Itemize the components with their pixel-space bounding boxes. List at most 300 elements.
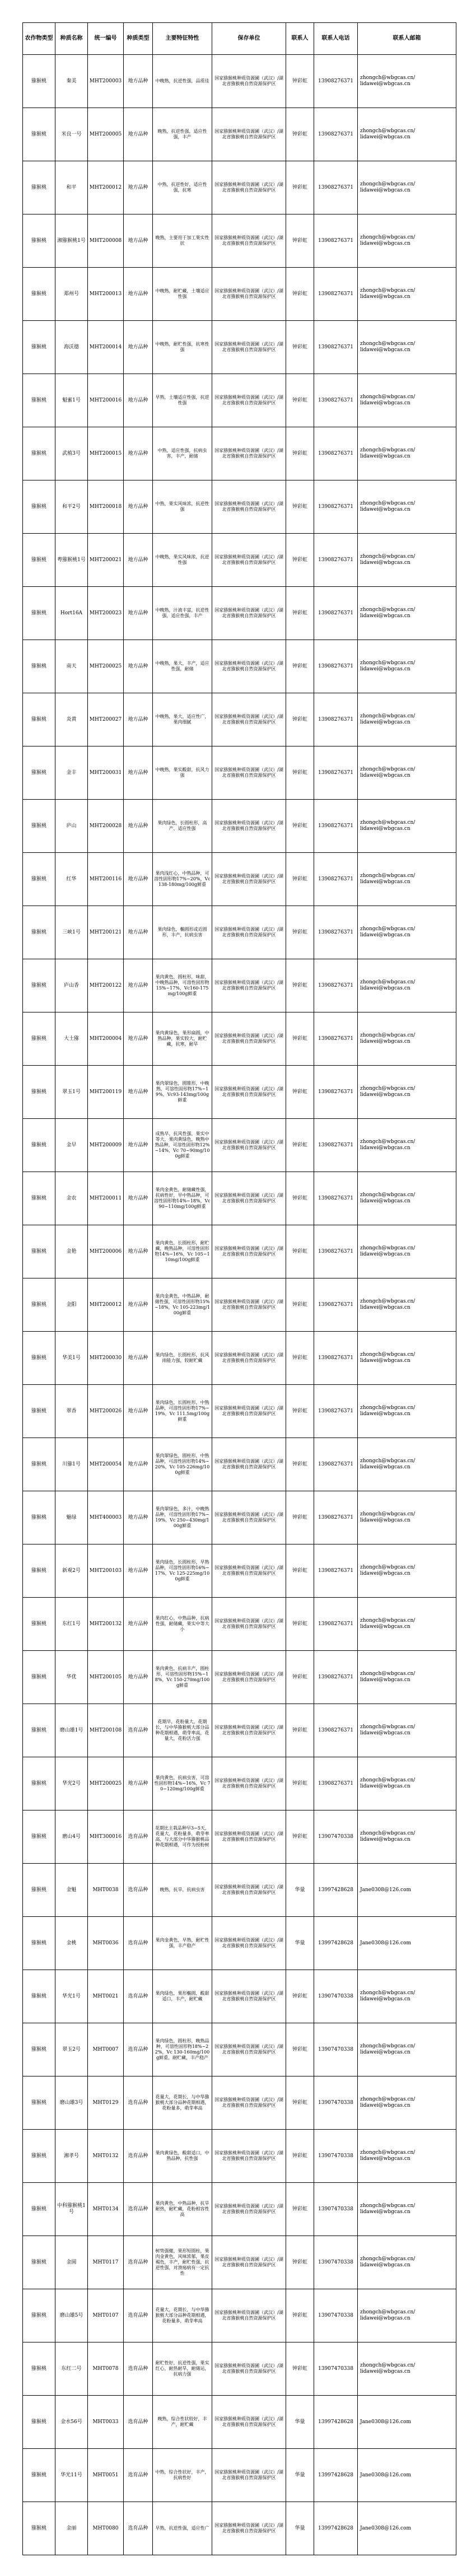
- table-row: [23, 2449, 456, 2502]
- cell-germplasm-type: 选育品种: [124, 2076, 153, 2130]
- cell-contact: 钟彩虹: [286, 800, 314, 853]
- cell-main-traits: 中熟，果实风味浓，抗逆性强: [153, 480, 212, 534]
- cell-main-traits: 果肉金黄色，中熟品种，耐储性强，可溶性固形物15%~18%，Vc 105-223mg/100g鲜重: [153, 1278, 212, 1332]
- cell-main-traits: 果肉绿色，椭圆形或近圆形，丰产，抗病虫害: [153, 906, 212, 959]
- cell-contact-phone: 13908276371: [314, 55, 358, 108]
- cell-crop-type: 猕猴桃: [23, 55, 55, 108]
- cell-crop-type: 猕猴桃: [23, 640, 55, 693]
- cell-crop-type: 猕猴桃: [23, 1012, 55, 1066]
- cell-contact: 华量: [286, 2396, 314, 2449]
- cell-crop-type: 猕猴桃: [23, 1970, 55, 2023]
- cell-contact-email: zhongch@wbgcas.cn/ lidawei@wbgcas.cn: [358, 1385, 456, 1438]
- cell-germplasm-name: 金圆: [55, 2236, 88, 2289]
- cell-crop-type: 猕猴桃: [23, 1278, 55, 1332]
- cell-unified-id: MHT200025: [88, 640, 124, 693]
- cell-unified-id: MHT0107: [88, 2289, 124, 2342]
- table-row: [23, 1172, 456, 1225]
- cell-contact: 钟彩虹: [286, 1704, 314, 1757]
- table-row: [23, 214, 456, 268]
- table-row: [23, 1012, 456, 1066]
- cell-crop-type: 猕猴桃: [23, 906, 55, 959]
- cell-contact-phone: 13907470338: [314, 2183, 358, 2236]
- header-storage-unit: 保存单位: [212, 23, 286, 55]
- cell-storage-unit: 国家猕猴桃种质资源圃（武汉）/湖北省猕猴桃自然资源保护区: [212, 214, 286, 268]
- cell-contact-email: zhongch@wbgcas.cn/ lidawei@wbgcas.cn: [358, 534, 456, 587]
- cell-germplasm-name: 大土猕: [55, 1012, 88, 1066]
- cell-unified-id: MHT200008: [88, 214, 124, 268]
- cell-storage-unit: 国家猕猴桃种质资源圃（武汉）/湖北省猕猴桃自然资源保护区: [212, 55, 286, 108]
- cell-contact-email: zhongch@wbgcas.cn/ lidawei@wbgcas.cn: [358, 2023, 456, 2076]
- cell-germplasm-name: 金艳: [55, 1225, 88, 1278]
- cell-contact: 钟彩虹: [286, 2023, 314, 2076]
- cell-unified-id: MHT200027: [88, 693, 124, 746]
- cell-storage-unit: 国家猕猴桃种质资源圃（武汉）/湖北省猕猴桃自然资源保护区: [212, 1917, 286, 1970]
- cell-unified-id: MHT200009: [88, 1119, 124, 1172]
- cell-germplasm-type: 地方品种: [124, 1651, 153, 1704]
- cell-storage-unit: 国家猕猴桃种质资源圃（武汉）/湖北省猕猴桃自然资源保护区: [212, 1704, 286, 1757]
- cell-germplasm-type: 地方品种: [124, 108, 153, 161]
- cell-contact: 钟彩虹: [286, 640, 314, 693]
- cell-storage-unit: 国家猕猴桃种质资源圃（武汉）/湖北省猕猴桃自然资源保护区: [212, 1757, 286, 1810]
- cell-contact: 钟彩虹: [286, 906, 314, 959]
- cell-contact-email: zhongch@wbgcas.cn/ lidawei@wbgcas.cn: [358, 2236, 456, 2289]
- cell-main-traits: 果肉浅红心，中熟品种，可溶性固形物17%~20%，Vc138-180mg/100g鲜重: [153, 853, 212, 906]
- cell-storage-unit: 国家猕猴桃种质资源圃（武汉）/湖北省猕猴桃自然资源保护区: [212, 587, 286, 640]
- cell-contact: 钟彩虹: [286, 55, 314, 108]
- cell-storage-unit: 国家猕猴桃种质资源圃（武汉）/湖北省猕猴桃自然资源保护区: [212, 693, 286, 746]
- cell-contact-email: zhongch@wbgcas.cn/ lidawei@wbgcas.cn: [358, 2076, 456, 2130]
- cell-germplasm-name: 金丰: [55, 746, 88, 800]
- cell-germplasm-type: 地方品种: [124, 693, 153, 746]
- cell-contact-phone: 13908276371: [314, 268, 358, 321]
- cell-crop-type: 猕猴桃: [23, 427, 55, 480]
- cell-unified-id: MHT0132: [88, 2130, 124, 2183]
- cell-germplasm-type: 地方品种: [124, 1491, 153, 1544]
- cell-contact: 钟彩虹: [286, 853, 314, 906]
- cell-contact: 钟彩虹: [286, 1012, 314, 1066]
- table-row: [23, 1704, 456, 1757]
- cell-contact: 钟彩虹: [286, 1757, 314, 1810]
- cell-storage-unit: 国家猕猴桃种质资源圃（武汉）/湖北省猕猴桃自然资源保护区: [212, 1172, 286, 1225]
- cell-unified-id: MHT200011: [88, 1172, 124, 1225]
- cell-crop-type: 猕猴桃: [23, 800, 55, 853]
- cell-unified-id: MHT200016: [88, 374, 124, 427]
- cell-storage-unit: 国家猕猴桃种质资源圃（武汉）/湖北省猕猴桃自然资源保护区: [212, 1332, 286, 1385]
- table-row: [23, 640, 456, 693]
- cell-contact-phone: 13908276371: [314, 1544, 358, 1598]
- table-row: [23, 693, 456, 746]
- cell-germplasm-name: 川猕1号: [55, 1438, 88, 1491]
- cell-contact-phone: 13908276371: [314, 1385, 358, 1438]
- cell-contact-phone: 13907470338: [314, 2076, 358, 2130]
- cell-contact: 钟彩虹: [286, 214, 314, 268]
- cell-crop-type: 猕猴桃: [23, 268, 55, 321]
- cell-main-traits: 中晚熟，耐贮藏，土壤适应性强: [153, 268, 212, 321]
- cell-crop-type: 猕猴桃: [23, 2449, 55, 2502]
- cell-contact-email: zhongch@wbgcas.cn/ lidawei@wbgcas.cn: [358, 587, 456, 640]
- cell-contact-email: zhongch@wbgcas.cn/ lidawei@wbgcas.cn: [358, 1278, 456, 1332]
- cell-contact-email: zhongch@wbgcas.cn/ lidawei@wbgcas.cn: [358, 693, 456, 746]
- cell-unified-id: MHT0080: [88, 2502, 124, 2555]
- cell-contact-phone: 13997428628: [314, 2449, 358, 2502]
- header-germplasm-type: 种质类型: [124, 23, 153, 55]
- cell-crop-type: 猕猴桃: [23, 374, 55, 427]
- cell-main-traits: 耐贮性好，抗逆性强，果实红心，耐热耐旱，耐储运，抗病力强: [153, 2342, 212, 2396]
- cell-crop-type: 猕猴桃: [23, 2289, 55, 2342]
- cell-germplasm-type: 选育品种: [124, 2236, 153, 2289]
- cell-contact-email: zhongch@wbgcas.cn/ lidawei@wbgcas.cn: [358, 1225, 456, 1278]
- table-row: [23, 1598, 456, 1651]
- cell-crop-type: 猕猴桃: [23, 321, 55, 374]
- germplasm-table: [22, 22, 456, 2555]
- cell-germplasm-name: 湘孝号: [55, 2130, 88, 2183]
- cell-contact: 钟彩虹: [286, 427, 314, 480]
- cell-contact: 钟彩虹: [286, 268, 314, 321]
- cell-storage-unit: 国家猕猴桃种质资源圃（武汉）/湖北省猕猴桃自然资源保护区: [212, 374, 286, 427]
- cell-contact-phone: 13997428628: [314, 2396, 358, 2449]
- header-crop-type: 农作物类型: [23, 23, 55, 55]
- cell-contact-phone: 13908276371: [314, 800, 358, 853]
- cell-contact-email: zhongch@wbgcas.cn/ lidawei@wbgcas.cn: [358, 427, 456, 480]
- cell-crop-type: 猕猴桃: [23, 161, 55, 214]
- cell-crop-type: 猕猴桃: [23, 1917, 55, 1970]
- table-row: [23, 1917, 456, 1970]
- cell-contact-phone: 13997428628: [314, 1864, 358, 1917]
- cell-germplasm-name: 金早: [55, 1119, 88, 1172]
- cell-contact-phone: 13908276371: [314, 534, 358, 587]
- table-row: [23, 959, 456, 1012]
- cell-storage-unit: 国家猕猴桃种质资源圃（武汉）/湖北省猕猴桃自然资源保护区: [212, 640, 286, 693]
- cell-contact-email: zhongch@wbgcas.cn/ lidawei@wbgcas.cn: [358, 640, 456, 693]
- cell-contact-phone: 13908276371: [314, 693, 358, 746]
- cell-contact-phone: 13908276371: [314, 374, 358, 427]
- cell-main-traits: 果肉红心，中熟品种，抗病性强，耐储藏，果实中等大小: [153, 1598, 212, 1651]
- cell-storage-unit: 国家猕猴桃种质资源圃（武汉）/湖北省猕猴桃自然资源保护区: [212, 2236, 286, 2289]
- cell-storage-unit: 国家猕猴桃种质资源圃（武汉）/湖北省猕猴桃自然资源保护区: [212, 268, 286, 321]
- cell-germplasm-name: 庐山: [55, 800, 88, 853]
- cell-contact-phone: 13907470338: [314, 1810, 358, 1864]
- cell-contact-phone: 13908276371: [314, 427, 358, 480]
- table-row: [23, 1438, 456, 1491]
- cell-germplasm-name: 磨山雄5号: [55, 2289, 88, 2342]
- cell-unified-id: MHT300016: [88, 1810, 124, 1864]
- cell-crop-type: 猕猴桃: [23, 2396, 55, 2449]
- cell-contact-email: zhongch@wbgcas.cn/ lidawei@wbgcas.cn: [358, 374, 456, 427]
- cell-germplasm-name: 东红1号: [55, 1598, 88, 1651]
- cell-contact: 钟彩虹: [286, 1438, 314, 1491]
- cell-germplasm-type: 地方品种: [124, 1066, 153, 1119]
- cell-main-traits: 晚熟，抗逆性强，适应性强，丰产: [153, 108, 212, 161]
- table-row: [23, 2183, 456, 2236]
- cell-germplasm-name: 炎黄: [55, 693, 88, 746]
- cell-unified-id: MHT200103: [88, 1544, 124, 1598]
- cell-unified-id: MHT200013: [88, 268, 124, 321]
- cell-contact: 钟彩虹: [286, 1278, 314, 1332]
- cell-germplasm-type: 地方品种: [124, 427, 153, 480]
- cell-contact-phone: 13997428628: [314, 1917, 358, 1970]
- cell-contact-email: zhongch@wbgcas.cn/ lidawei@wbgcas.cn: [358, 1810, 456, 1864]
- cell-contact: 钟彩虹: [286, 1810, 314, 1864]
- cell-contact-phone: 13907470338: [314, 1970, 358, 2023]
- cell-germplasm-name: 秦美: [55, 55, 88, 108]
- cell-crop-type: 猕猴桃: [23, 746, 55, 800]
- cell-storage-unit: 国家猕猴桃种质资源圃（武汉）/湖北省猕猴桃自然资源保护区: [212, 1864, 286, 1917]
- cell-contact-phone: 13908276371: [314, 108, 358, 161]
- cell-main-traits: 中熟，抗逆性好，适应性强，抗寒: [153, 161, 212, 214]
- table-row: [23, 1651, 456, 1704]
- cell-unified-id: MHT0078: [88, 2342, 124, 2396]
- cell-germplasm-name: 金水56号: [55, 2396, 88, 2449]
- cell-contact: 钟彩虹: [286, 746, 314, 800]
- cell-contact-phone: 13908276371: [314, 587, 358, 640]
- table-row: [23, 1757, 456, 1810]
- cell-storage-unit: 国家猕猴桃种质资源圃（武汉）/湖北省猕猴桃自然资源保护区: [212, 746, 286, 800]
- cell-crop-type: 猕猴桃: [23, 1225, 55, 1278]
- cell-contact: 钟彩虹: [286, 2076, 314, 2130]
- cell-germplasm-type: 选育品种: [124, 2502, 153, 2555]
- cell-germplasm-name: 和平2号: [55, 480, 88, 534]
- cell-contact: 钟彩虹: [286, 1332, 314, 1385]
- cell-main-traits: 早熟，抗逆性强，适应性广: [153, 2502, 212, 2555]
- cell-contact-email: zhongch@wbgcas.cn/ lidawei@wbgcas.cn: [358, 214, 456, 268]
- cell-contact: 钟彩虹: [286, 1119, 314, 1172]
- cell-contact: 钟彩虹: [286, 1544, 314, 1598]
- cell-crop-type: 猕猴桃: [23, 108, 55, 161]
- cell-crop-type: 猕猴桃: [23, 693, 55, 746]
- cell-contact-phone: 13908276371: [314, 906, 358, 959]
- cell-contact-email: zhongch@wbgcas.cn/ lidawei@wbgcas.cn: [358, 1438, 456, 1491]
- cell-germplasm-name: 庐山香: [55, 959, 88, 1012]
- cell-main-traits: 中晚熟，抗逆性强，品质佳: [153, 55, 212, 108]
- cell-main-traits: 果肉金黄色，耐储藏性强，抗病性好，早中熟品种，可溶性固形物14%~18%，Vc 90~110mg/100g鲜重: [153, 1172, 212, 1225]
- cell-germplasm-name: 华美1号: [55, 1332, 88, 1385]
- cell-crop-type: 猕猴桃: [23, 1757, 55, 1810]
- cell-crop-type: 猕猴桃: [23, 1066, 55, 1119]
- cell-germplasm-name: 中科猕猴桃1号: [55, 2183, 88, 2236]
- cell-contact-phone: 13997428628: [314, 2502, 358, 2555]
- cell-contact-phone: 13908276371: [314, 1651, 358, 1704]
- cell-crop-type: 猕猴桃: [23, 1544, 55, 1598]
- cell-main-traits: 果肉翠绿色，圆锥形，中晚熟，可溶性固形物17%~19%，Vc93-143mg/100g鲜重: [153, 1066, 212, 1119]
- cell-germplasm-type: 选育品种: [124, 1864, 153, 1917]
- cell-germplasm-type: 地方品种: [124, 853, 153, 906]
- cell-germplasm-type: 选育品种: [124, 2130, 153, 2183]
- cell-main-traits: 花量大，花期长，与中华猕猴桃大部分品种花期相遇，花粉量多，萌芽率高: [153, 2076, 212, 2130]
- cell-main-traits: 中晚熟，果实酸甜，抗风力强: [153, 746, 212, 800]
- cell-contact: 钟彩虹: [286, 1651, 314, 1704]
- cell-crop-type: 猕猴桃: [23, 2076, 55, 2130]
- cell-germplasm-type: 地方品种: [124, 214, 153, 268]
- table-body: [23, 55, 456, 2555]
- cell-unified-id: MHT200121: [88, 906, 124, 959]
- cell-contact-phone: 13908276371: [314, 959, 358, 1012]
- cell-contact: 钟彩虹: [286, 1225, 314, 1278]
- table-row: [23, 2502, 456, 2555]
- cell-crop-type: 猕猴桃: [23, 2342, 55, 2396]
- cell-germplasm-type: 选育品种: [124, 1917, 153, 1970]
- cell-contact-email: zhongch@wbgcas.cn/ lidawei@wbgcas.cn: [358, 480, 456, 534]
- cell-contact-phone: 13908276371: [314, 321, 358, 374]
- cell-storage-unit: 国家猕猴桃种质资源圃（武汉）/湖北省猕猴桃自然资源保护区: [212, 906, 286, 959]
- cell-germplasm-name: 红华: [55, 853, 88, 906]
- cell-germplasm-type: 地方品种: [124, 906, 153, 959]
- cell-germplasm-name: 金农: [55, 1172, 88, 1225]
- table-row: [23, 1225, 456, 1278]
- cell-contact-phone: 13908276371: [314, 214, 358, 268]
- cell-main-traits: 果肉绿色，长圆柱形，高产、适应性强: [153, 800, 212, 853]
- cell-germplasm-name: 湘猕猴桃1号: [55, 214, 88, 268]
- cell-germplasm-type: 地方品种: [124, 640, 153, 693]
- table-header-row: [23, 23, 456, 55]
- cell-contact-phone: 13908276371: [314, 1757, 358, 1810]
- cell-storage-unit: 国家猕猴桃种质资源圃（武汉）/湖北省猕猴桃自然资源保护区: [212, 480, 286, 534]
- cell-contact: 钟彩虹: [286, 321, 314, 374]
- cell-unified-id: MHT200015: [88, 427, 124, 480]
- cell-crop-type: 猕猴桃: [23, 587, 55, 640]
- table-row: [23, 2236, 456, 2289]
- cell-contact-phone: 13907470338: [314, 2289, 358, 2342]
- cell-germplasm-type: 地方品种: [124, 161, 153, 214]
- cell-storage-unit: 国家猕猴桃种质资源圃（武汉）/湖北省猕猴桃自然资源保护区: [212, 2449, 286, 2502]
- cell-storage-unit: 国家猕猴桃种质资源圃（武汉）/湖北省猕猴桃自然资源保护区: [212, 1012, 286, 1066]
- cell-germplasm-name: 粤猕猴桃1号: [55, 534, 88, 587]
- cell-main-traits: 果肉翠绿色，多汁，中晚熟品种，可溶性固形物17%~19%，Vc 250~430mg/100g鲜重: [153, 1491, 212, 1544]
- cell-main-traits: 中晚熟，耐贮性强，抗寒性强: [153, 321, 212, 374]
- table-row: [23, 906, 456, 959]
- cell-germplasm-name: 郑州号: [55, 268, 88, 321]
- cell-contact-email: zhongch@wbgcas.cn/ lidawei@wbgcas.cn: [358, 161, 456, 214]
- cell-unified-id: MHT200004: [88, 1012, 124, 1066]
- table-row: [23, 480, 456, 534]
- cell-crop-type: 猕猴桃: [23, 1704, 55, 1757]
- cell-main-traits: 果肉绿色，圆柱形，晚熟品种，可溶性固形物18%~22%，Vc 130-160mg/100g鲜重，耐贮藏，丰产稳产: [153, 2023, 212, 2076]
- cell-germplasm-type: 地方品种: [124, 1385, 153, 1438]
- cell-contact-email: zhongch@wbgcas.cn/ lidawei@wbgcas.cn: [358, 108, 456, 161]
- cell-contact-email: zhongch@wbgcas.cn/ lidawei@wbgcas.cn: [358, 1119, 456, 1172]
- cell-germplasm-type: 地方品种: [124, 587, 153, 640]
- cell-main-traits: 花期比主栽品种早3~5天，花量大，花粉量多，萌芽率高，与大部分中华猕猴桃品种花期相遇，可作为授粉树: [153, 1810, 212, 1864]
- cell-germplasm-type: 选育品种: [124, 2396, 153, 2449]
- header-contact-phone: 联系人电话: [314, 23, 358, 55]
- cell-unified-id: MHT200025: [88, 1757, 124, 1810]
- cell-storage-unit: 国家猕猴桃种质资源圃（武汉）/湖北省猕猴桃自然资源保护区: [212, 853, 286, 906]
- cell-storage-unit: 国家猕猴桃种质资源圃（武汉）/湖北省猕猴桃自然资源保护区: [212, 2076, 286, 2130]
- cell-unified-id: MHT200021: [88, 534, 124, 587]
- cell-crop-type: 猕猴桃: [23, 2183, 55, 2236]
- cell-germplasm-type: 地方品种: [124, 800, 153, 853]
- cell-contact: 钟彩虹: [286, 2183, 314, 2236]
- cell-unified-id: MHT200028: [88, 800, 124, 853]
- cell-main-traits: 晚熟，综合性状较好，丰产，耐贮藏: [153, 2396, 212, 2449]
- table-row: [23, 1810, 456, 1864]
- cell-contact-email: Jane0308@126.com: [358, 2396, 456, 2449]
- table-row: [23, 1864, 456, 1917]
- cell-storage-unit: 国家猕猴桃种质资源圃（武汉）/湖北省猕猴桃自然资源保护区: [212, 1225, 286, 1278]
- cell-unified-id: MHT200003: [88, 55, 124, 108]
- table-row: [23, 2130, 456, 2183]
- cell-storage-unit: 国家猕猴桃种质资源圃（武汉）/湖北省猕猴桃自然资源保护区: [212, 1066, 286, 1119]
- cell-germplasm-name: 华光2号: [55, 1757, 88, 1810]
- cell-contact-phone: 13908276371: [314, 1491, 358, 1544]
- cell-contact: 钟彩虹: [286, 1172, 314, 1225]
- cell-contact-phone: 13908276371: [314, 1278, 358, 1332]
- cell-germplasm-type: 选育品种: [124, 2289, 153, 2342]
- cell-unified-id: MHT200018: [88, 480, 124, 534]
- cell-storage-unit: 国家猕猴桃种质资源圃（武汉）/湖北省猕猴桃自然资源保护区: [212, 1970, 286, 2023]
- cell-main-traits: 树势强健，果形短圆柱，果肉金黄色，风味浓郁，果皮褐色，丰产，耐贮性强，抗逆性强，对溃疡病有一定抗性: [153, 2236, 212, 2289]
- table-row: [23, 2023, 456, 2076]
- table-row: [23, 321, 456, 374]
- cell-unified-id: MHT0007: [88, 2023, 124, 2076]
- cell-contact-email: zhongch@wbgcas.cn/ lidawei@wbgcas.cn: [358, 746, 456, 800]
- cell-crop-type: 猕猴桃: [23, 1438, 55, 1491]
- cell-main-traits: 中晚熟，果大，丰产，适应性强，耐储: [153, 640, 212, 693]
- cell-main-traits: 果肉绿色，长圆柱形，早熟品种，可溶性固形物16%~17%，Vc 125-225mg/100g鲜重: [153, 1544, 212, 1598]
- cell-contact-email: zhongch@wbgcas.cn/ lidawei@wbgcas.cn: [358, 959, 456, 1012]
- cell-contact: 华量: [286, 1917, 314, 1970]
- cell-main-traits: 中晚熟，果大，适应性广，果肉细腻: [153, 693, 212, 746]
- cell-crop-type: 猕猴桃: [23, 1172, 55, 1225]
- cell-germplasm-name: 金阳: [55, 1278, 88, 1332]
- cell-contact: 钟彩虹: [286, 1066, 314, 1119]
- cell-germplasm-type: 地方品种: [124, 1225, 153, 1278]
- cell-contact-email: zhongch@wbgcas.cn/ lidawei@wbgcas.cn: [358, 2342, 456, 2396]
- cell-crop-type: 猕猴桃: [23, 214, 55, 268]
- cell-contact-email: zhongch@wbgcas.cn/ lidawei@wbgcas.cn: [358, 1066, 456, 1119]
- cell-contact-phone: 13908276371: [314, 1066, 358, 1119]
- cell-contact-email: Jane0308@126.com: [358, 2502, 456, 2555]
- table-row: [23, 2342, 456, 2396]
- cell-main-traits: 果肉绿色，长圆柱形，抗风雨能力强，较耐贮藏: [153, 1332, 212, 1385]
- cell-germplasm-name: 和平: [55, 161, 88, 214]
- cell-main-traits: 果肉金黄色，早熟，耐贮性强，丰产稳产: [153, 1917, 212, 1970]
- cell-contact: 华量: [286, 2449, 314, 2502]
- cell-germplasm-type: 选育品种: [124, 1704, 153, 1757]
- cell-contact: 华量: [286, 2502, 314, 2555]
- cell-crop-type: 猕猴桃: [23, 1491, 55, 1544]
- cell-unified-id: MHT200014: [88, 321, 124, 374]
- cell-contact: 钟彩虹: [286, 1598, 314, 1651]
- cell-germplasm-type: 地方品种: [124, 1598, 153, 1651]
- cell-unified-id: MHT200006: [88, 1225, 124, 1278]
- cell-contact-email: zhongch@wbgcas.cn/ lidawei@wbgcas.cn: [358, 906, 456, 959]
- cell-contact: 钟彩虹: [286, 1491, 314, 1544]
- cell-storage-unit: 国家猕猴桃种质资源圃（武汉）/湖北省猕猴桃自然资源保护区: [212, 1544, 286, 1598]
- cell-storage-unit: 国家猕猴桃种质资源圃（武汉）/湖北省猕猴桃自然资源保护区: [212, 1598, 286, 1651]
- cell-storage-unit: 国家猕猴桃种质资源圃（武汉）/湖北省猕猴桃自然资源保护区: [212, 2023, 286, 2076]
- cell-unified-id: MHT0117: [88, 2236, 124, 2289]
- cell-contact-email: zhongch@wbgcas.cn/ lidawei@wbgcas.cn: [358, 1704, 456, 1757]
- cell-germplasm-name: 魁蜜1号: [55, 374, 88, 427]
- cell-contact-email: zhongch@wbgcas.cn/ lidawei@wbgcas.cn: [358, 1012, 456, 1066]
- cell-storage-unit: 国家猕猴桃种质资源圃（武汉）/湖北省猕猴桃自然资源保护区: [212, 800, 286, 853]
- table-row: [23, 2289, 456, 2342]
- cell-contact-email: zhongch@wbgcas.cn/ lidawei@wbgcas.cn: [358, 853, 456, 906]
- cell-contact-phone: 13908276371: [314, 1225, 358, 1278]
- table-row: [23, 268, 456, 321]
- cell-germplasm-name: 翠玉2号: [55, 2023, 88, 2076]
- cell-unified-id: MHT0036: [88, 1917, 124, 1970]
- cell-crop-type: 猕猴桃: [23, 1864, 55, 1917]
- table-row: [23, 108, 456, 161]
- cell-crop-type: 猕猴桃: [23, 1119, 55, 1172]
- cell-storage-unit: 国家猕猴桃种质资源圃（武汉）/湖北省猕猴桃自然资源保护区: [212, 1438, 286, 1491]
- cell-germplasm-name: 华光11号: [55, 2449, 88, 2502]
- cell-germplasm-name: 武植3号: [55, 427, 88, 480]
- cell-storage-unit: 国家猕猴桃种质资源圃（武汉）/湖北省猕猴桃自然资源保护区: [212, 1810, 286, 1864]
- cell-germplasm-type: 选育品种: [124, 1970, 153, 2023]
- cell-crop-type: 猕猴桃: [23, 480, 55, 534]
